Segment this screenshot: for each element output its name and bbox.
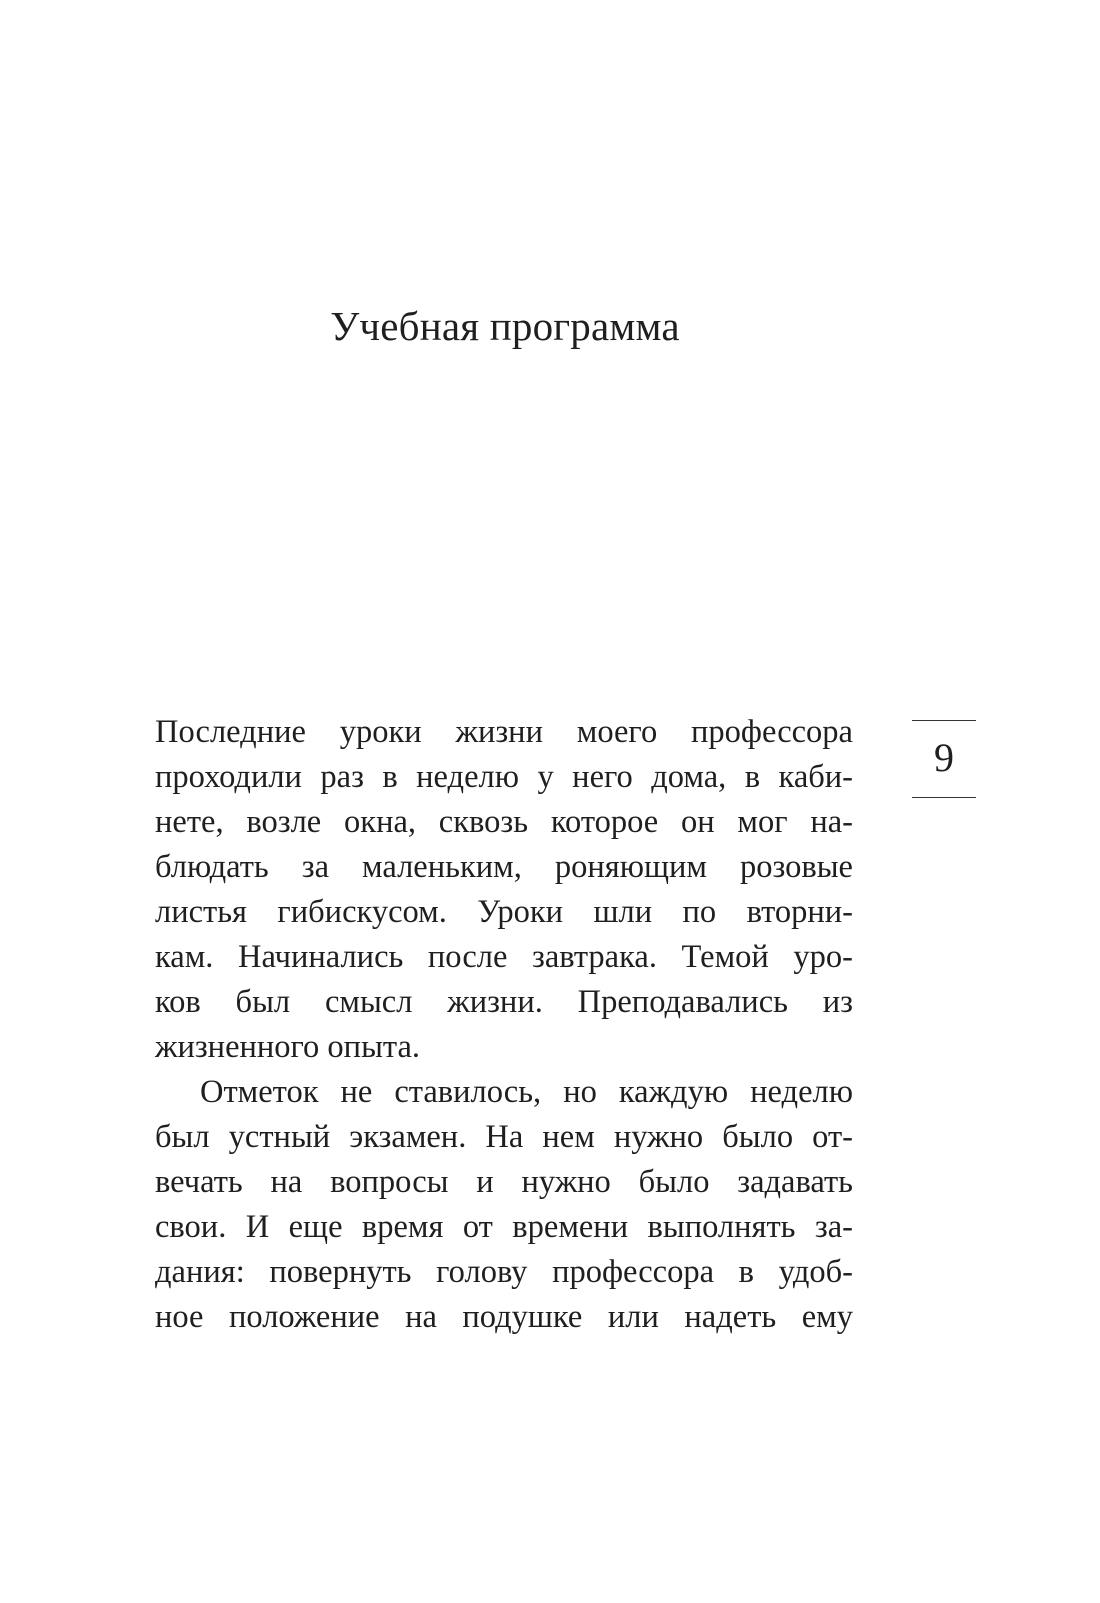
body-text <box>155 710 853 1340</box>
chapter-number-box <box>912 720 976 798</box>
text-line: проходили раз в неделю у него дома, в каби- <box>155 759 853 795</box>
text-line: ков был смысл жизни. Преподавались из <box>155 984 853 1020</box>
text-line: Последние уроки жизни моего профессора <box>155 714 853 750</box>
text-line: вечать на вопросы и нужно было задавать <box>155 1164 853 1200</box>
text-line: был устный экзамен. На нем нужно было от- <box>155 1119 853 1155</box>
paragraph-1 <box>155 710 853 1070</box>
text-line: жизненного опыта. <box>155 1029 421 1065</box>
text-line: кам. Начинались после завтрака. Темой уро- <box>155 939 853 975</box>
chapter-number: 9 <box>934 735 954 780</box>
text-line: листья гибискусом. Уроки шли по вторни- <box>155 894 853 930</box>
text-line: дания: повернуть голову профессора в удоб- <box>155 1254 853 1290</box>
text-line: ное положение на подушке или надеть ему <box>155 1299 853 1335</box>
chapter-title: Учебная программа <box>330 303 680 349</box>
text-line: нете, возле окна, сквозь которое он мог на- <box>155 804 853 840</box>
text-line: блюдать за маленьким, роняющим розовые <box>155 849 853 885</box>
text-line: свои. И еще время от времени выполнять за- <box>155 1209 853 1245</box>
text-line: Отметок не ставилось, но каждую неделю <box>200 1074 853 1110</box>
paragraph-2 <box>155 1070 853 1340</box>
